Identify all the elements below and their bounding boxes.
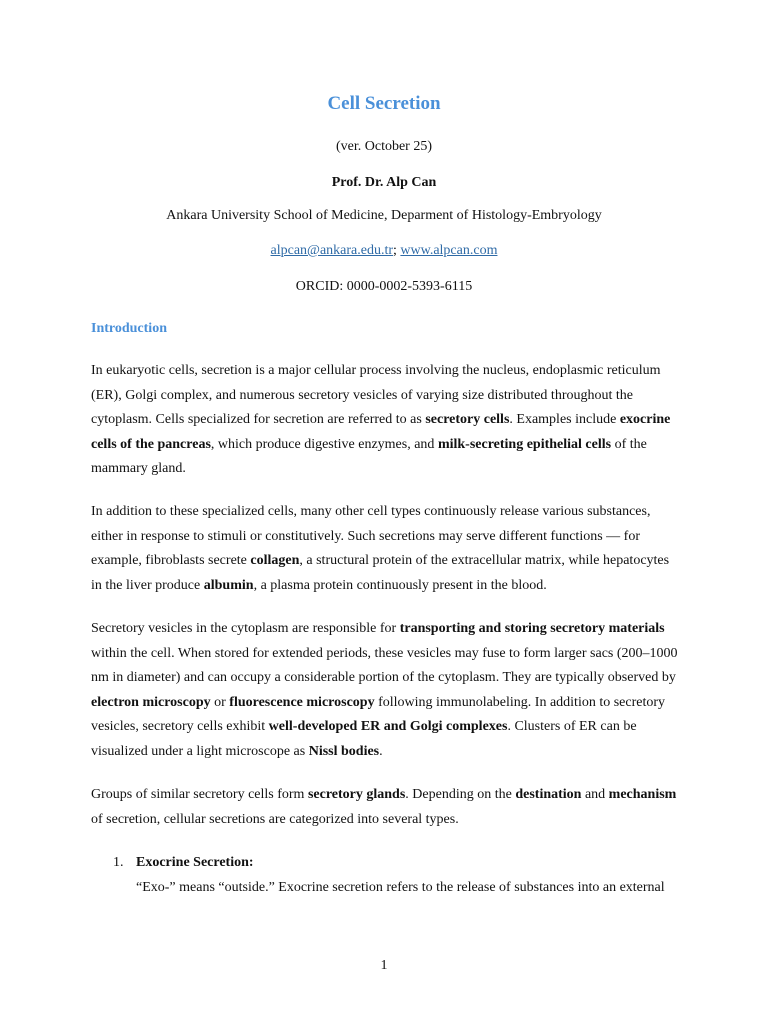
list-item-body: “Exo-” means “outside.” Exocrine secretion refers to the release of substances into an external [136, 880, 665, 895]
bold-term: collagen [250, 553, 300, 569]
paragraph-1 [91, 359, 681, 482]
paragraph-text: , which produce digestive enzymes, and [210, 436, 438, 452]
paragraph-text: In eukaryotic cells, secretion is a major cellular process involving the nucleus, endoplasmic reticulum (ER), Golgi complex, and numerous secretory vesicles of varying size distributed throughout the cytoplasm. Cells specialized for secretion are referred to as [91, 363, 661, 428]
bold-term: secretory cells [425, 412, 510, 428]
document-title: Cell Secretion [327, 93, 441, 114]
list-item-number: 1. [113, 855, 124, 870]
bold-term: fluorescence microscopy [229, 694, 375, 710]
bold-term: destination [515, 787, 582, 802]
paragraph-text: following immunolabeling. In addition to secretory vesicles, secretory cells exhibit [91, 694, 666, 735]
paragraph-text: . Clusters of ER can be visualized under a light microscope as [91, 719, 637, 759]
paragraph-text: Groups of similar secretory cells form [91, 787, 308, 802]
paragraph-text: and [581, 787, 609, 802]
bold-term: secretory glands [307, 787, 406, 802]
paragraph-text: Secretory vesicles in the cytoplasm are responsible for [91, 621, 400, 636]
bold-term: milk-secreting epithelial cells [437, 436, 612, 452]
affiliation-line: Ankara University School of Medicine, Deparment of Histology-Embryology [166, 208, 602, 223]
page-number: 1 [380, 958, 388, 973]
orcid-line: ORCID: 0000-0002-5393-6115 [295, 279, 473, 294]
paragraph-text: . [379, 743, 383, 759]
paragraph-text: within the cell. When stored for extended periods, these vesicles may fuse to form larger sacs (200–1000 nm in diameter) and can occupy a considerable portion of the cytoplasm. They are typically observed by [91, 645, 678, 686]
paragraph-3 [91, 617, 681, 765]
paragraph-text: , a structural protein of the extracellular matrix, while hepatocytes in the liver produce [91, 553, 670, 593]
bold-term: albumin [203, 577, 254, 593]
website-link[interactable]: www.alpcan.com [400, 243, 498, 258]
bold-term: exocrine cells of the pancreas [91, 412, 671, 452]
bold-term: transporting and storing secretory materials [399, 621, 665, 636]
paragraph-text: In addition to these specialized cells, many other cell types continuously release various substances, either in response to stimuli or constitutively. Such secretions may serve different functions — for example, fibroblasts secrete [91, 504, 651, 569]
paragraph-text: , a plasma protein continuously present in the blood. [253, 577, 547, 593]
bold-term: Nissl bodies [308, 743, 380, 759]
author-name: Prof. Dr. Alp Can [331, 175, 437, 190]
bold-term: mechanism [608, 787, 677, 802]
paragraph-text: or [210, 694, 230, 710]
paragraph-text: of the mammary gland. [91, 436, 647, 477]
version-line: (ver. October 25) [335, 139, 433, 154]
paragraph-2 [91, 500, 681, 598]
contact-line [0, 243, 768, 259]
bold-term: electron microscopy [91, 694, 211, 710]
bold-term: well-developed ER and Golgi complexes [268, 719, 508, 735]
paragraph-text: of secretion, cellular secretions are categorized into several types. [91, 811, 459, 827]
section-heading-introduction: Introduction [91, 321, 167, 336]
paragraph-4 [91, 783, 681, 832]
paragraph-text: . Examples include [509, 412, 620, 428]
list-item-heading: Exocrine Secretion: [136, 855, 254, 870]
email-link[interactable]: alpcan@ankara.edu.tr [270, 243, 394, 258]
contact-separator: ; [393, 243, 401, 258]
paragraph-text: . Depending on the [405, 787, 516, 802]
